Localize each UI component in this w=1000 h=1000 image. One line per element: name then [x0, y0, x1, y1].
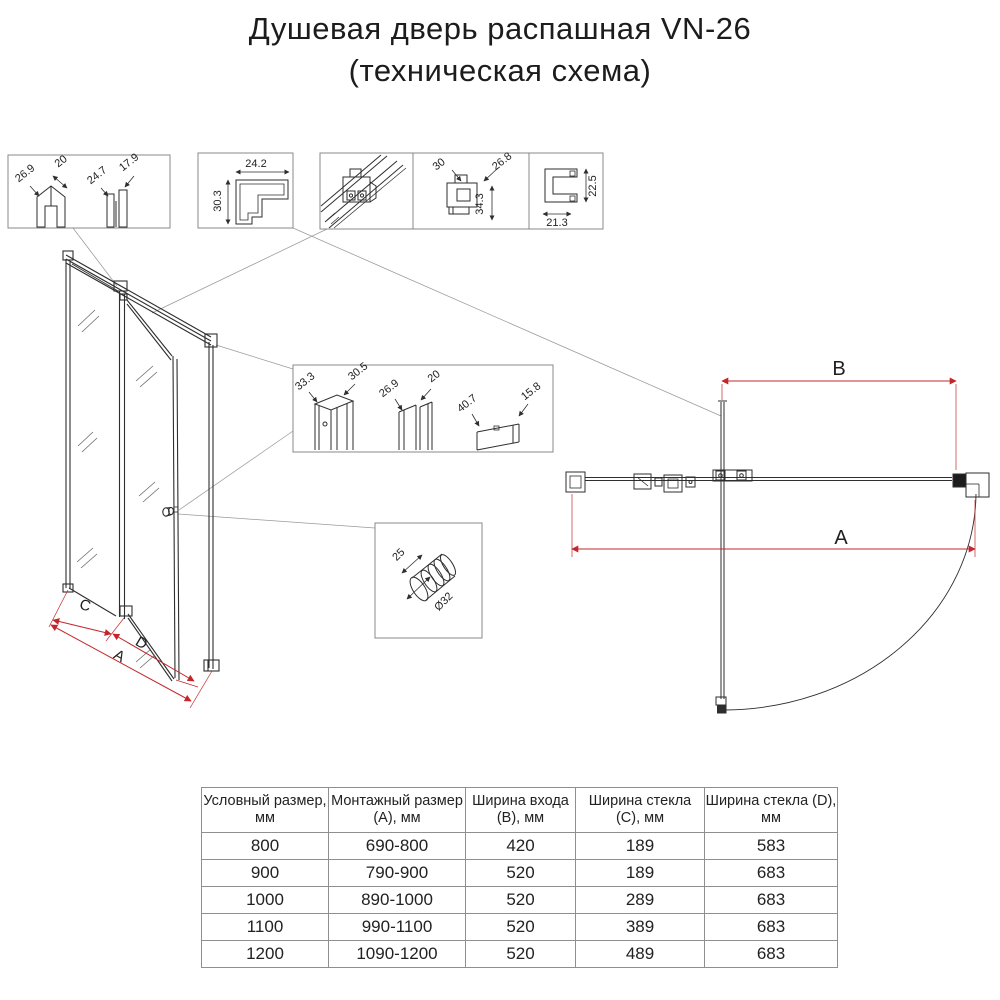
dim-seal-2: 20 [52, 153, 70, 171]
plan-view-dimensions [572, 381, 975, 557]
plan-view [566, 401, 989, 713]
cell-nominal: 1100 [202, 914, 329, 941]
dim-corner-width: 21.3 [546, 217, 568, 229]
dim-bracket-2: 26.8 [490, 150, 515, 173]
title-line2: (техническая схема) [348, 53, 652, 88]
cell-mounting: 990-1100 [329, 914, 466, 941]
title-line1: Душевая дверь распашная VN-26 [248, 11, 752, 46]
cell-glass-d: 683 [705, 914, 838, 941]
table-row [202, 887, 838, 914]
dim-handle-length: 25 [390, 546, 408, 564]
cell-glass-d: 683 [705, 887, 838, 914]
dim-mid-3: 26.9 [377, 377, 402, 400]
dim-seal-4: 17.9 [117, 151, 142, 174]
dim-mid-1: 33.3 [293, 370, 318, 393]
table-row [202, 860, 838, 887]
col-header-mounting-size-a: Монтажный размер (А), мм [329, 788, 466, 833]
front-dim-d-label: D [132, 633, 151, 654]
dim-bracket-1: 30 [430, 156, 448, 174]
dim-mid-4: 20 [425, 368, 443, 386]
plan-dim-b-label: B [832, 358, 846, 380]
front-dim-a-label: A [110, 646, 128, 666]
cell-glass-d: 583 [705, 833, 838, 860]
dim-mid-2: 30.5 [346, 360, 371, 383]
cell-nominal: 900 [202, 860, 329, 887]
col-header-entry-width-b: Ширина входа (B), мм [466, 788, 576, 833]
col-header-glass-width-d: Ширина стекла (D), мм [705, 788, 838, 833]
cell-glass-c: 189 [576, 860, 705, 887]
cell-entry: 520 [466, 941, 576, 968]
dim-mid-5: 40.7 [455, 392, 480, 415]
cell-mounting: 890-1000 [329, 887, 466, 914]
size-table-header-row [202, 788, 838, 833]
cell-mounting: 790-900 [329, 860, 466, 887]
cell-nominal: 800 [202, 833, 329, 860]
cell-glass-c: 189 [576, 833, 705, 860]
col-header-glass-width-c: Ширина стекла (C), мм [576, 788, 705, 833]
cell-mounting: 1090-1200 [329, 941, 466, 968]
dim-wall-profile-height: 30.3 [212, 190, 224, 212]
cell-entry: 520 [466, 860, 576, 887]
cell-glass-c: 489 [576, 941, 705, 968]
col-header-nominal-size: Условный размер, мм [202, 788, 329, 833]
detail-box-handle [375, 523, 482, 638]
dim-bracket-3: 34.3 [474, 193, 486, 215]
size-table [201, 787, 838, 968]
cell-glass-d: 683 [705, 860, 838, 887]
dim-seal-3: 24.7 [85, 164, 110, 187]
front-view-dimensions [49, 590, 212, 708]
plan-dim-a-label: A [834, 527, 848, 549]
cell-glass-c: 389 [576, 914, 705, 941]
table-row [202, 941, 838, 968]
cell-glass-c: 289 [576, 887, 705, 914]
dim-handle-diameter: Ø32 [432, 590, 456, 614]
dim-seal-1: 26.9 [13, 162, 38, 185]
cell-entry: 420 [466, 833, 576, 860]
cell-entry: 520 [466, 914, 576, 941]
front-dim-c-label: C [77, 596, 93, 616]
table-row [202, 833, 838, 860]
dim-wall-profile-width: 24.2 [245, 158, 267, 170]
detail-strip-middle [293, 365, 553, 452]
cell-glass-d: 683 [705, 941, 838, 968]
dim-corner-height: 22.5 [587, 175, 599, 197]
cell-nominal: 1000 [202, 887, 329, 914]
front-view [63, 251, 219, 681]
cell-nominal: 1200 [202, 941, 329, 968]
table-row [202, 914, 838, 941]
cell-entry: 520 [466, 887, 576, 914]
dim-mid-6: 15.8 [519, 380, 544, 403]
leader-lines [73, 228, 721, 528]
cell-mounting: 690-800 [329, 833, 466, 860]
front-view-glass-reflections [77, 310, 159, 668]
